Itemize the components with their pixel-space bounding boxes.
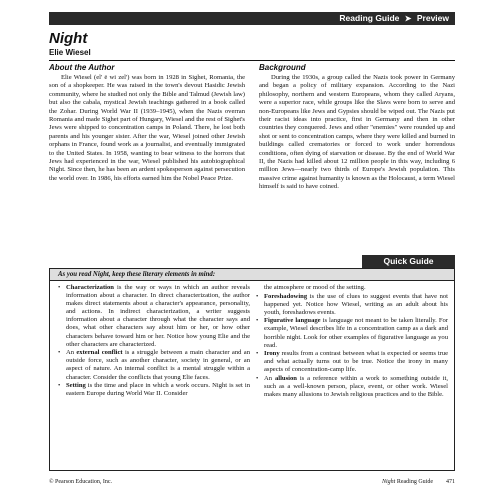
quick-guide-intro: As you read Night, keep these literary elements in mind: xyxy=(50,269,454,281)
definition: is the use of clues to suggest events that have not happened yet. Notice how Wiesel, writing as an adult about his youth, foreshadows events. xyxy=(264,292,448,316)
preview-label: Preview xyxy=(416,13,449,23)
definition: is a reference within a work to something outside it, such as a well-known person, place, event, or other work. Wiesel makes many allusions to Jewish religious practices and to the Bible. xyxy=(264,375,448,399)
divider xyxy=(49,60,455,61)
copyright: © Pearson Education, Inc. xyxy=(49,479,113,485)
term: Setting xyxy=(66,382,86,390)
list-item xyxy=(58,284,250,349)
term-prefix: An xyxy=(264,375,275,383)
list-item xyxy=(256,375,448,399)
term: external conflict xyxy=(76,349,123,357)
about-author-body: Elie Wiesel (el' ē wi zel') was born in 1928 in Sighet, Romania, the son of a shopkeeper. He was raised in the town's devout Hasidic Jewish community, where he studied not only the Bible and Talmud (Jewish law) but also the cabala, mystical Jewish teachings gathered in a book called the Zohar. During World War II (1939–1945), when the Nazis overran Romania and made Sighet part of Hungary, Wiesel and the rest of Sighet's Jews were shipped to concentration camps in Poland. There, he lost both parents and his younger sister. After the war, Wiesel joined other Jewish orphans in France, found work as a journalist, and eventually immigrated to the United States. In 1958, wanting to bear witness to the horrors that Jews had experienced in the war, Wiesel published his autobiographical Night. Since then, he has been an ardent spokesperson against persecution the world over. In 1986, his efforts earned him the Nobel Peace Prize. xyxy=(49,74,245,182)
background-section xyxy=(259,63,455,192)
bullet-icon: • xyxy=(256,350,259,358)
reading-guide-label: Reading Guide xyxy=(339,13,400,23)
bullet-icon: • xyxy=(58,382,61,390)
list-item xyxy=(256,350,448,374)
list-item xyxy=(58,382,250,398)
term: Irony xyxy=(264,350,280,358)
definition: is the time and place in which a work occurs. Night is set in eastern Europe during World War II. Consider xyxy=(66,382,250,398)
footer-guide-suffix: Reading Guide xyxy=(395,479,433,485)
about-author-heading: About the Author xyxy=(49,63,115,72)
term-prefix: An xyxy=(66,349,77,357)
quick-guide-tab: Quick Guide xyxy=(362,255,455,268)
term: allusion xyxy=(274,375,297,383)
bullet-icon: • xyxy=(256,317,259,325)
term: Figurative language xyxy=(264,317,321,325)
footer-guide-title xyxy=(382,478,433,486)
background-heading: Background xyxy=(259,63,306,72)
list-item xyxy=(256,317,448,349)
quick-guide-left-column xyxy=(58,284,250,399)
bullet-icon: • xyxy=(58,284,61,291)
list-item xyxy=(256,293,448,317)
bullet-icon: • xyxy=(58,349,61,357)
list-item-continuation: the atmosphere or mood of the setting. xyxy=(264,284,366,291)
book-title: Night xyxy=(49,30,88,47)
about-author-section xyxy=(49,63,245,183)
book-author: Elie Wiesel xyxy=(49,48,91,57)
bullet-icon: • xyxy=(256,292,259,300)
footer-book-title: Night xyxy=(381,479,396,485)
term: Foreshadowing xyxy=(264,292,308,300)
arrow-icon: ➤ xyxy=(404,14,412,23)
bullet-icon: • xyxy=(256,375,259,383)
definition: is language not meant to be taken literally. For example, Wiesel describes life in a concentration camp as a dark and horrible night. Look for other examples of figurative language as you read. xyxy=(264,317,449,349)
definition: is a struggle between a main character and an outside force, such as another character, society in general, or an aspect of nature. An internal conflict is a mental struggle within a character. Consider the conflicts that young Elie faces. xyxy=(66,349,250,381)
quick-guide-right-column xyxy=(256,284,448,400)
definition: results from a contrast between what is expected or seems true and what actually turns out to be true. Notice the irony in many aspects of concentration-camp life. xyxy=(264,350,448,374)
background-body: During the 1930s, a group called the Nazis took power in Germany and began a policy of military expansion. According to the Nazi philosophy, northern and western Europeans, whom they called Aryans, were a superior race, while groups like the Slavs were born to serve and non-Europeans like Jews and Gypsies should be wiped out. The Nazis put their racist ideas into practice, first in Germany and then in other countries they conquered. Jews and other "enemies" were rounded up and shot or sent to concentration camps, where they were killed and burned in buildings called crematories or forced to work under horrendous conditions, often dying of starvation or disease. By the end of World War II, the Nazis had killed about 12 million people in this way, including 6 million Jews—nearly two thirds of Europe's Jewish population. This massive crime against humanity is known as the Holocaust, a term Wiesel himself is said to have coined. xyxy=(259,74,455,191)
page-number: 471 xyxy=(446,479,455,485)
definition: is the way or ways in which an author reveals information about a character. In direct characterization, the author makes direct statements about a character's appearance, personality, and actions. In indirect characterization, a writer suggests information about a character through what the character says and does, what other characters say about him or her, or how other characters behave toward him or her. Notice how young Elie and the other characters are characterized. xyxy=(66,284,250,348)
list-item xyxy=(58,349,250,381)
reading-guide-header-bar xyxy=(49,12,455,25)
term: Characterization xyxy=(66,284,114,291)
quick-guide-box xyxy=(49,268,455,471)
